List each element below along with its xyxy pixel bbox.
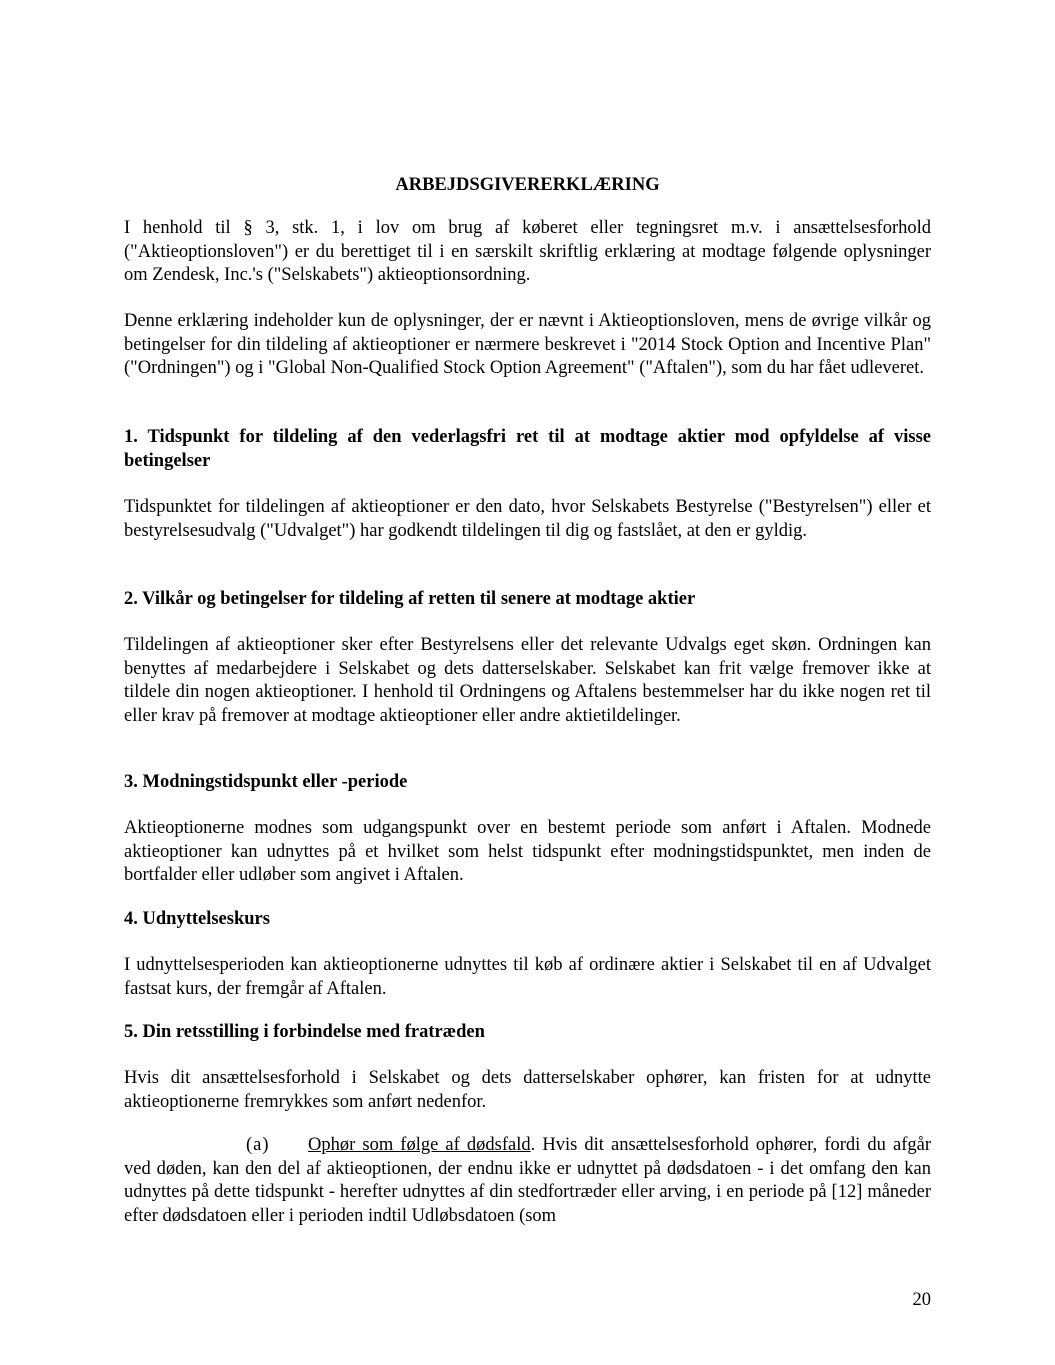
section-2-heading: 2. Vilkår og betingelser for tildeling af retten til senere at modtage aktier [124, 589, 696, 609]
subsection-a-marker: (a) [246, 1135, 270, 1155]
document-title: ARBEJDSGIVERERKLÆRING [395, 175, 660, 195]
section-3-heading: 3. Modningstidspunkt eller -periode [124, 772, 408, 792]
section-4-body: I udnyttelsesperioden kan aktieoptionerne udnyttes til køb af ordinære aktier i Selskabet til en af Udvalget fastsat kurs, der fremgår af Aftalen. [124, 955, 931, 999]
subsection-a-title: Ophør som følge af dødsfald [308, 1135, 531, 1155]
intro-paragraph-1: I henhold til § 3, stk. 1, i lov om brug af køberet eller tegningsret m.v. i ansættelsesforhold ("Aktieoptionsloven") er du berettiget til i en særskilt skriftlig erklæring at modtage følgende oplysninger om Zendesk, Inc.'s ("Selskabets") aktieoptionsordning. [124, 218, 931, 285]
subsection-a [124, 1134, 931, 1228]
page-number: 20 [912, 1290, 931, 1310]
section-1-heading: 1. Tidspunkt for tildeling af den vederlagsfri ret til at modtage aktier mod opfyldelse af visse betingelser [124, 427, 931, 471]
section-4-heading: 4. Udnyttelseskurs [124, 909, 270, 929]
section-1-body: Tidspunktet for tildelingen af aktieoptioner er den dato, hvor Selskabets Bestyrelse ("Bestyrelsen") eller et bestyrelsesudvalg ("Udvalget") har godkendt tildelingen til dig og fastslået, at den er gyldig. [124, 497, 931, 541]
section-3-body: Aktieoptionerne modnes som udgangspunkt over en bestemt periode som anført i Aftalen. Modnede aktieoptioner kan udnyttes på et hvilket som helst tidspunkt efter modningstidspunktet, men inden de bortfalder eller udløber som angivet i Aftalen. [124, 818, 931, 885]
intro-paragraph-2: Denne erklæring indeholder kun de oplysninger, der er nævnt i Aktieoptionsloven, mens de øvrige vilkår og betingelser for din tildeling af aktieoptioner er nærmere beskrevet i "2014 Stock Option and Incentive Plan" ("Ordningen") og i "Global Non-Qualified Stock Option Agreement" ("Aftalen"), som du har fået udleveret. [124, 311, 931, 378]
section-5-heading: 5. Din retsstilling i forbindelse med fratræden [124, 1022, 485, 1042]
section-2-body: Tildelingen af aktieoptioner sker efter Bestyrelsens eller det relevante Udvalgs eget skøn. Ordningen kan benyttes af medarbejdere i Selskabet og dets datterselskaber. Selskabet kan frit vælge fremover ikke at tildele din nogen aktieoptioner. I henhold til Ordningens og Aftalens bestemmelser har du ikke nogen ret til eller krav på fremover at modtage aktieoptioner eller andre aktietildelinger. [124, 635, 931, 726]
section-5-body: Hvis dit ansættelsesforhold i Selskabet og dets datterselskaber ophører, kan fristen for at udnytte aktieoptionerne fremrykkes som anført nedenfor. [124, 1068, 931, 1112]
subsection-a-text: . Hvis dit ansættelsesforhold ophører, fordi du afgår ved døden, kan den del af aktieoptionen, der endnu ikke er udnyttet på dødsdatoen - i det omfang den kan udnyttes på dette tidspunkt - herefter udnyttes af din stedfortræder eller arving, i en periode på [12] måneder efter dødsdatoen eller i perioden indtil Udløbsdatoen (som [124, 1135, 931, 1226]
